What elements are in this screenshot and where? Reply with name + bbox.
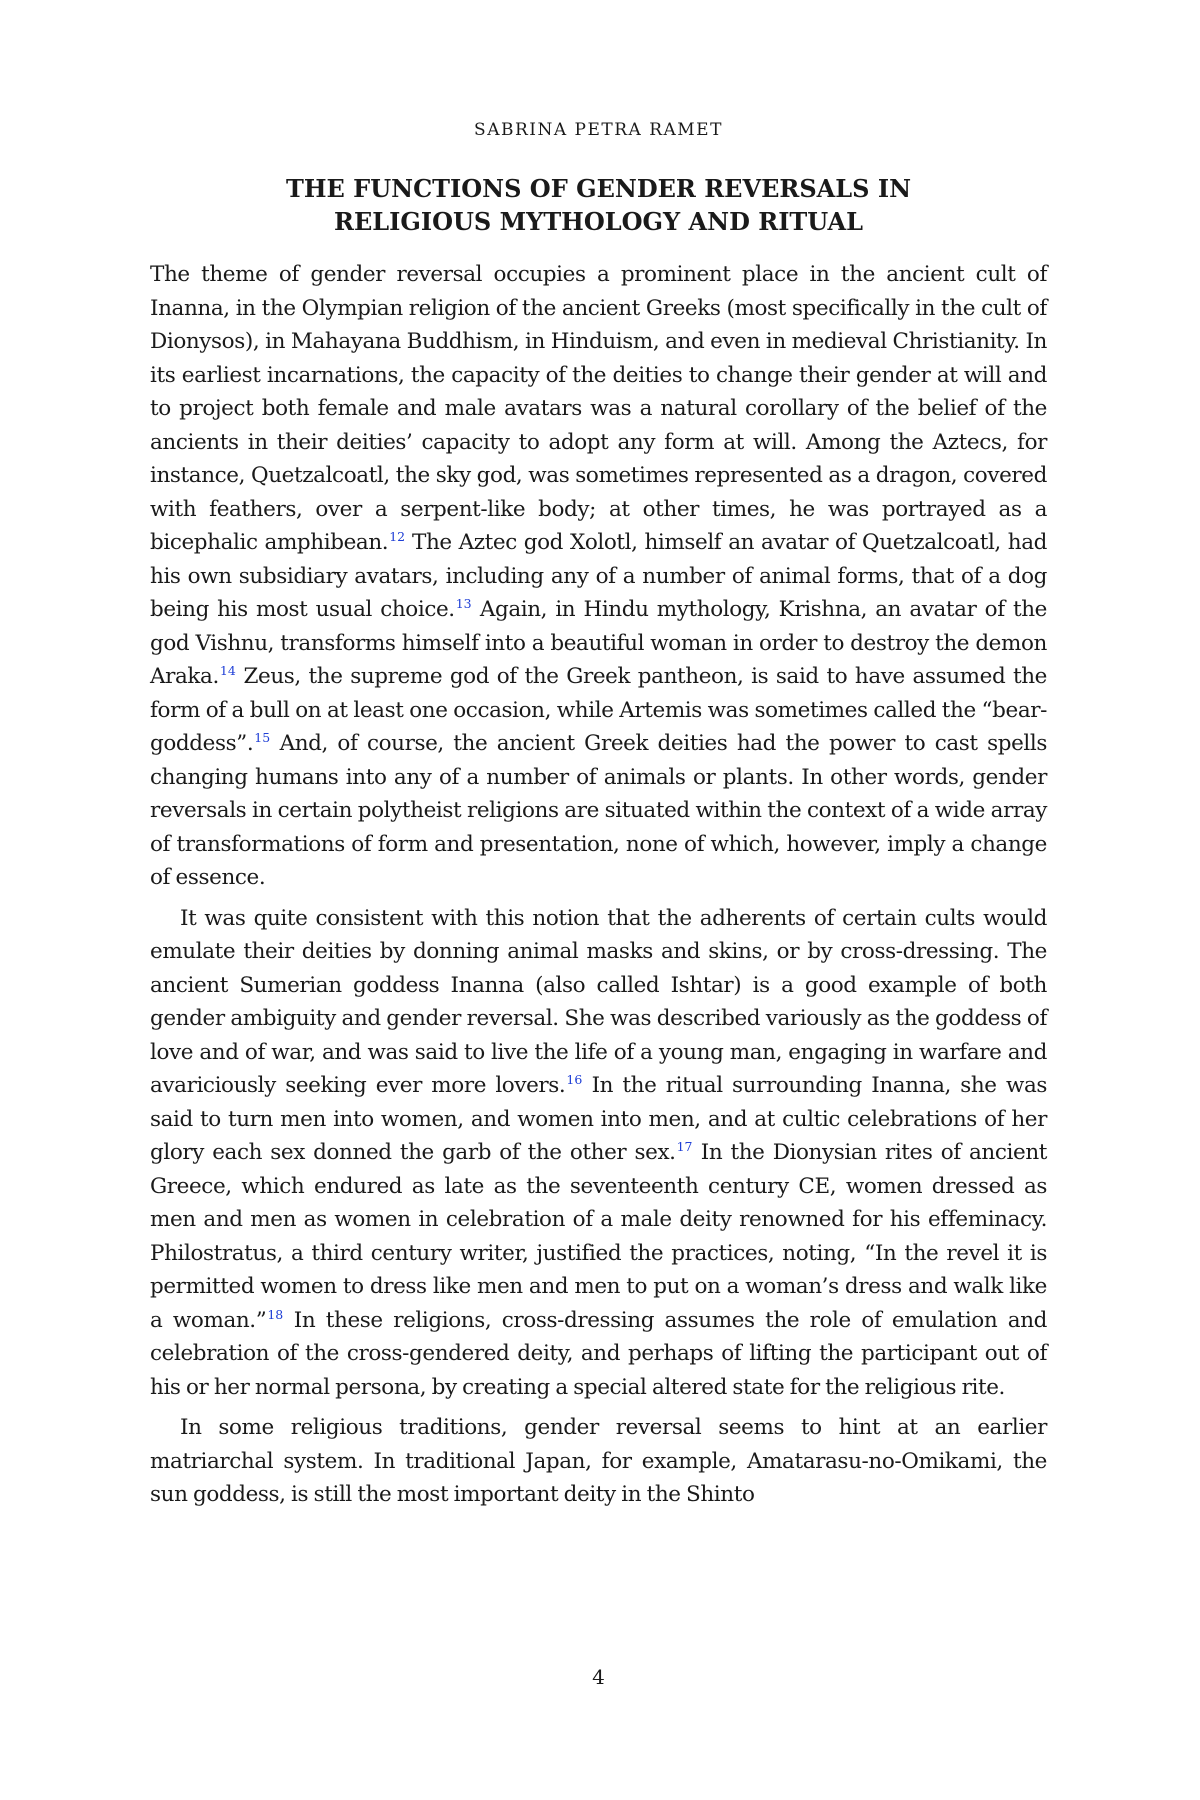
footnote-ref-17[interactable]: 17 [676,1139,693,1154]
text-run: And, of course, the ancient Greek deities had the power to cast spells changing humans into any of a number of animals or plants. In other words, gender reversals in certain polytheist religions are situated within the context of a wide array of transformations of form and presentation, none of which, however, imply a change of essence. [150,731,1047,890]
footnote-ref-12[interactable]: 12 [389,529,406,544]
footnote-ref-14[interactable]: 14 [219,663,236,678]
paragraph-2 [150,902,1047,1405]
chapter-title-line-1: THE FUNCTIONS OF GENDER REVERSALS IN [285,174,912,203]
text-run: Zeus, the supreme god of the Greek pantheon, is said to have assumed the form of a bull on at least one occasion, while Artemis was sometimes called the “bear-goddess”. [150,664,1047,756]
paragraph-1 [150,258,1047,895]
footnote-ref-15[interactable]: 15 [254,730,271,745]
chapter-title [150,172,1047,238]
text-run: It was quite consistent with this notion that the adherents of certain cults would emulate their deities by donning animal masks and skins, or by cross-dressing. The ancient Sumerian goddess Inanna (also called Ishtar) is a good example of both gender ambiguity and gender reversal. She was described variously as the goddess of love and of war, and was said to live the life of a young man, engaging in warfare and avariciously seeking ever more lovers. [150,905,1047,1098]
page-number: 4 [592,1665,605,1689]
footnote-ref-13[interactable]: 13 [455,596,472,611]
text-run: The theme of gender reversal occupies a prominent place in the ancient cult of Inanna, in the Olympian religion of the ancient Greeks (most specifically in the cult of Dionysos), in Mahayana Buddhism, in Hinduism, and even in medieval Christianity. In its earliest incarnations, the capacity of the deities to change their gender at will and to project both female and male avatars was a natural corollary of the belief of the ancients in their deities’ capacity to adopt any form at will. Among the Aztecs, for instance, Quetzalcoatl, the sky god, was sometimes represented as a dragon, covered with feathers, over a serpent-like body; at other times, he was portrayed as a bicephalic amphibean. [150,262,1047,555]
text-run: Again, in Hindu mythology, Krishna, an avatar of the god Vishnu, transforms himself into a beautiful woman in order to destroy the demon Araka. [150,597,1048,689]
footnote-ref-16[interactable]: 16 [566,1072,583,1087]
running-head: SABRINA PETRA RAMET [474,120,723,140]
text-run: The Aztec god Xolotl, himself an avatar of Quetzalcoatl, had his own subsidiary avatars, including any of a number of animal forms, that of a dog being his most usual choice. [150,530,1047,622]
footnote-ref-18[interactable]: 18 [267,1306,284,1322]
text-run: In the Dionysian rites of ancient Greece, which endured as late as the seventeenth century CE, women dressed as men and men as women in celebration of a male deity renowned for his effeminacy. Philostratus, a third century writer, justified the practices, noting, “In the revel it is permitted women to dress like men and men to put on a woman’s dress and walk like a woman.” [150,1140,1048,1333]
body-text [150,258,1047,1512]
text-run: In some religious traditions, gender reversal seems to hint at an earlier matriarchal system. In traditional Japan, for example, Amatarasu-no-Omikami, the sun goddess, is still the most important deity in the Shinto [150,1415,1047,1507]
book-page [150,0,1047,1800]
paragraph-3 [150,1411,1047,1512]
text-run: In these religions, cross-dressing assumes the role of emulation and celebration of the cross-gendered deity, and perhaps of lifting the participant out of his or her normal persona, by creating a special altered state for the religious rite. [150,1307,1047,1400]
text-run: In the ritual surrounding Inanna, she was said to turn men into women, and women into men, and at cultic celebrations of her glory each sex donned the garb of the other sex. [150,1073,1047,1165]
chapter-title-line-2: RELIGIOUS MYTHOLOGY AND RITUAL [334,207,863,236]
